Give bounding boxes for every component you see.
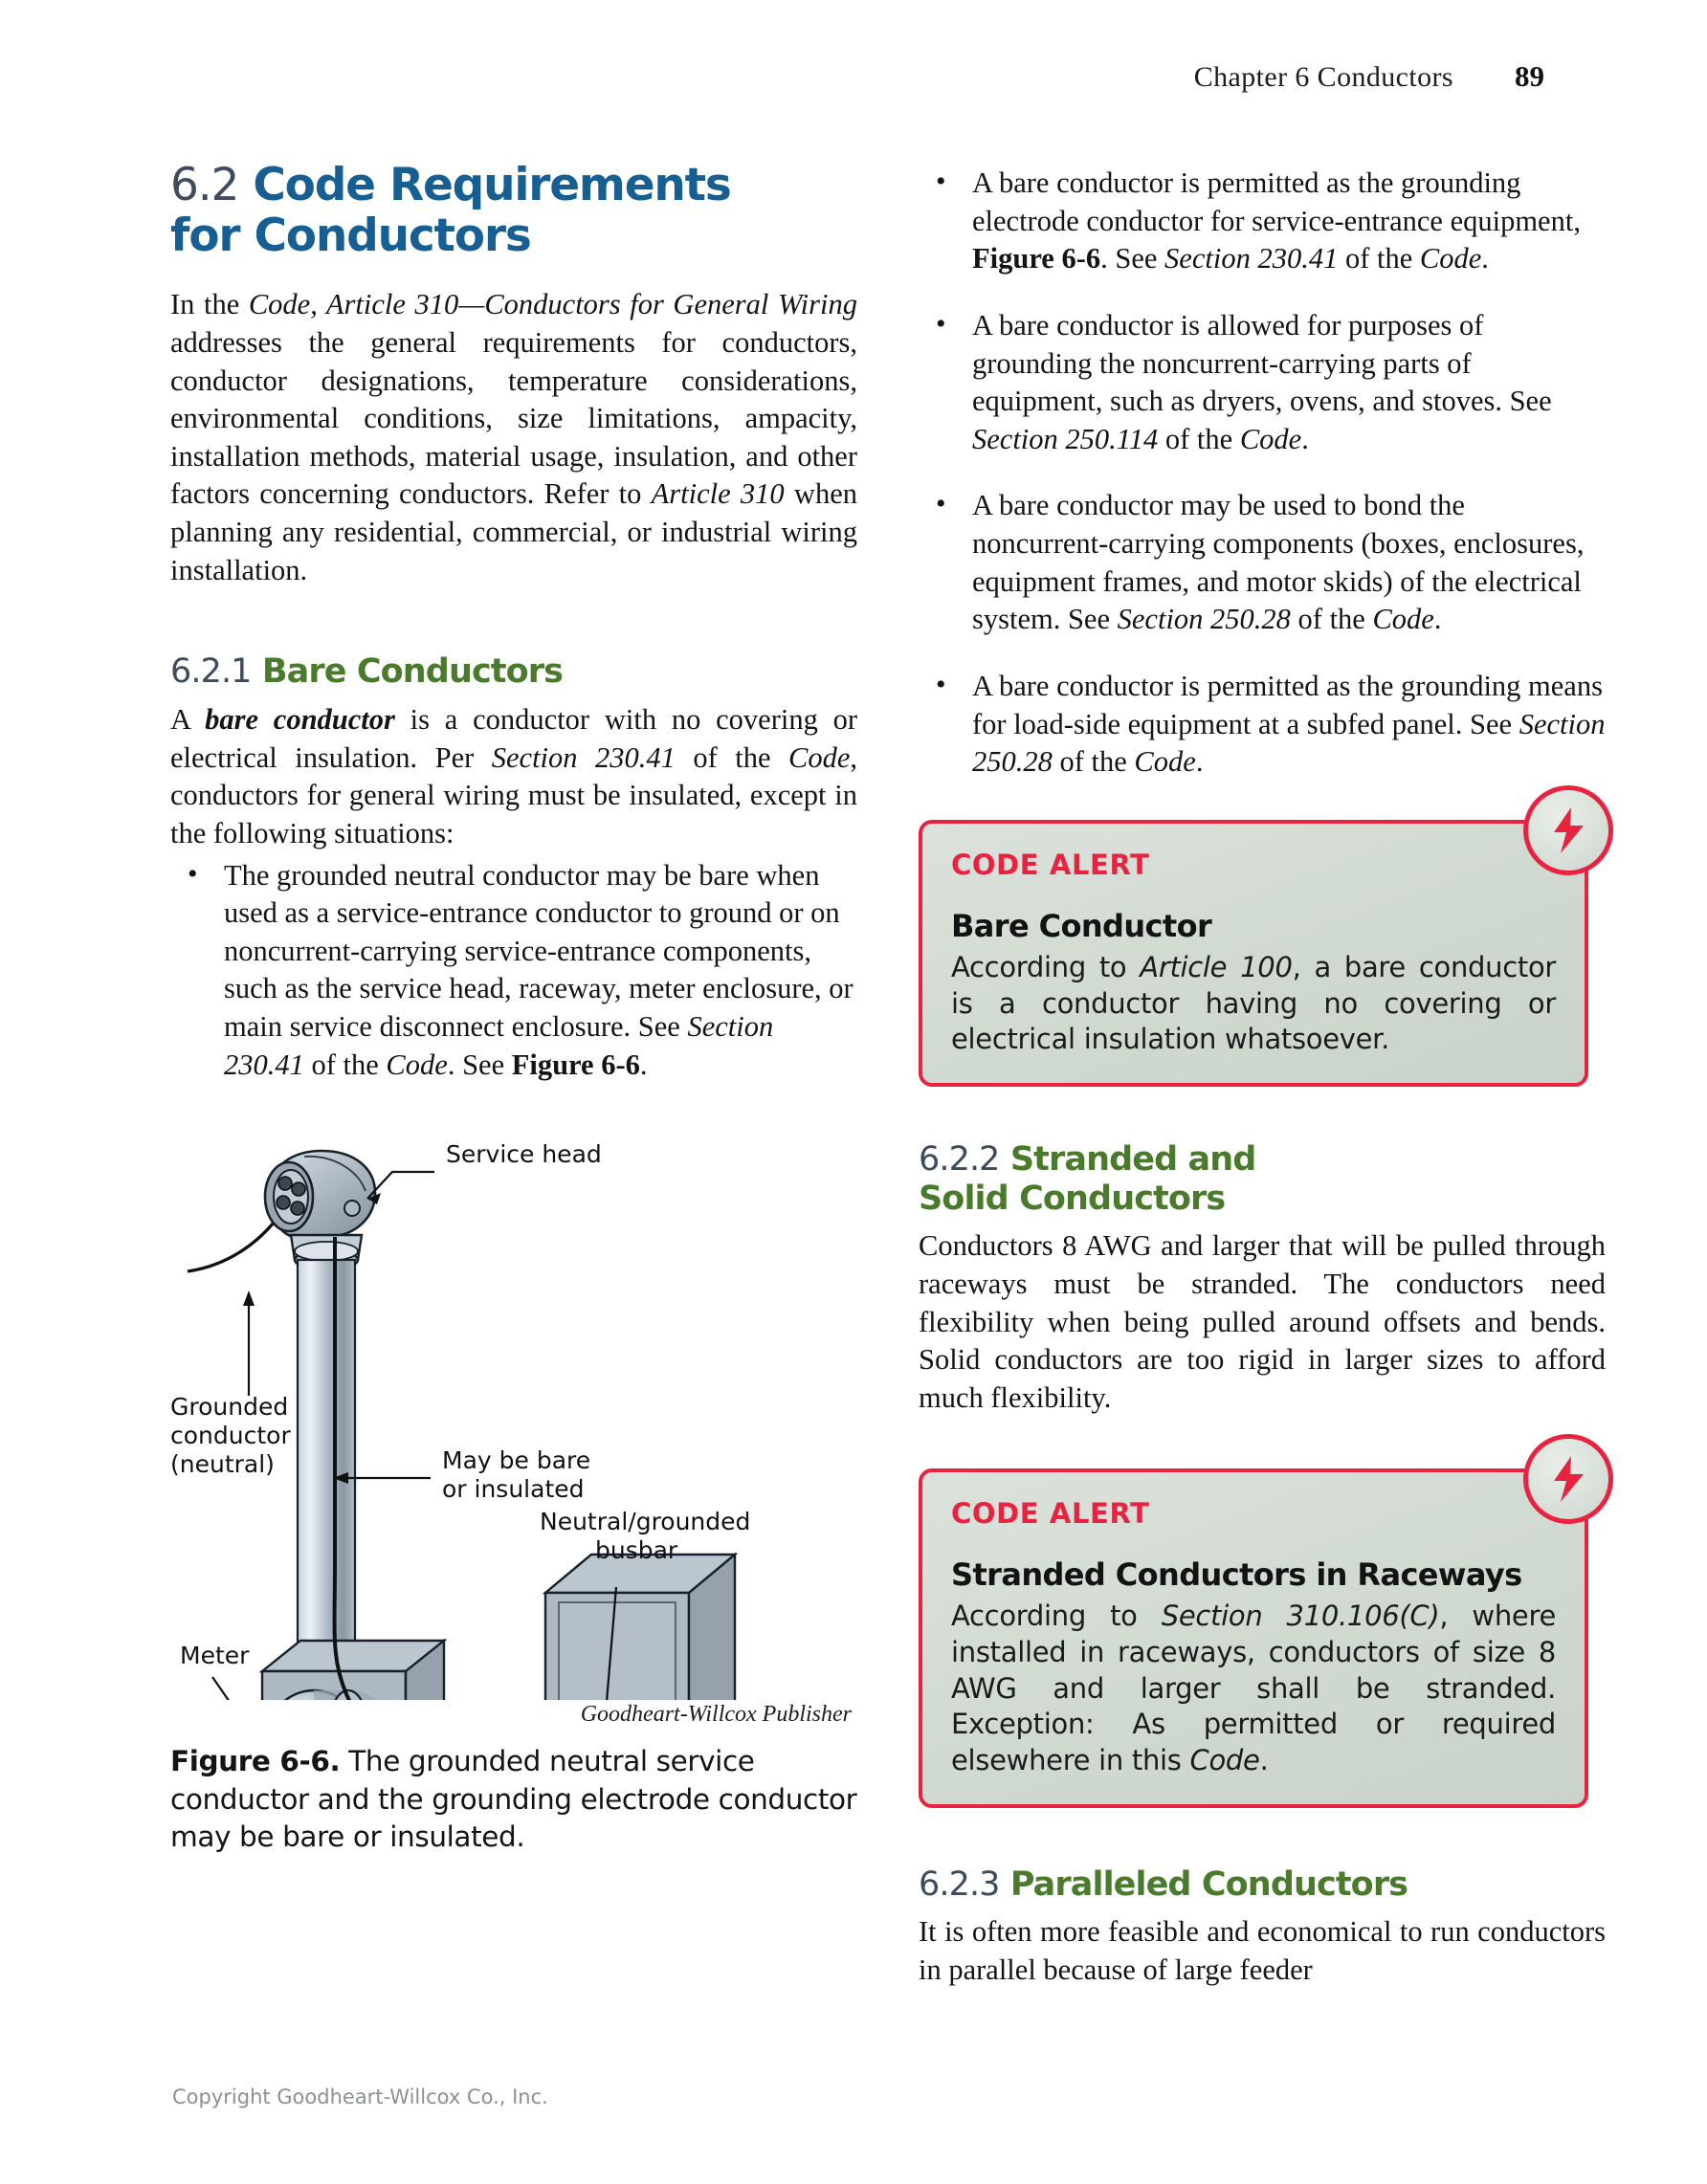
- section-title-line1: Code Requirements: [253, 159, 731, 211]
- list-item: [919, 668, 1606, 782]
- subsection-title-line1: Stranded and: [1009, 1140, 1256, 1180]
- bullet1-run-2: of the: [303, 1048, 387, 1081]
- running-head-chapter: Chapter 6 Conductors: [1193, 61, 1453, 93]
- rb3-italic-1: Section 250.28: [1117, 603, 1291, 636]
- label-may-be-bare-line1: May be bare: [442, 1446, 591, 1475]
- figure-6-6: [170, 1116, 857, 1857]
- a1-italic-1: Article 100: [1140, 950, 1293, 983]
- bullet1-italic-1: Section 230.41: [224, 1010, 774, 1081]
- spacer: [919, 1087, 1606, 1140]
- bare-conductor-permissions-list: [919, 165, 1606, 782]
- rb1-run-1: A bare conductor is permitted as the grounding electrode conductor for service-entrance equipment,: [972, 166, 1581, 237]
- rb2-italic-1: Section 250.114: [972, 422, 1159, 455]
- rb2-run-3: .: [1301, 422, 1309, 455]
- figure-caption: [170, 1743, 857, 1857]
- rb1-run-4: .: [1481, 242, 1489, 276]
- list-item: [170, 857, 857, 1085]
- bullet1-run-4: .: [639, 1048, 648, 1081]
- label-grounded-conductor-line3: (neutral): [170, 1450, 275, 1479]
- subsection-heading-6-2-1: [170, 652, 857, 692]
- p621-italic-2: Code: [787, 740, 851, 774]
- rb1-bold-1: Figure 6-6: [972, 242, 1101, 276]
- p621-run-3: of the: [675, 740, 788, 774]
- subsection-heading-6-2-3: [919, 1865, 1606, 1905]
- subsection-title-line2: Solid Conductors: [919, 1179, 1226, 1218]
- figure-caption-text: The grounded neutral service conductor and the grounding electrode conductor may be bare or insulated.: [170, 1745, 857, 1854]
- section-heading-6-2: [170, 161, 857, 261]
- bullet1-bold-1: Figure 6-6: [511, 1048, 640, 1081]
- rb2-run-1: A bare conductor is allowed for purposes of grounding the noncurrent-carrying parts of equipment, such as dryers, ovens, and stoves. See: [972, 308, 1552, 418]
- label-busbar-line2: busbar: [595, 1536, 678, 1565]
- alert-kicker: CODE ALERT: [951, 848, 1150, 881]
- copyright-notice: Copyright Goodheart-Willcox Co., Inc.: [172, 2085, 548, 2108]
- rb1-italic-1: Section 230.41: [1164, 242, 1339, 276]
- subsection-heading-6-2-2: [919, 1140, 1606, 1218]
- rb4-run-2: of the: [1052, 745, 1135, 779]
- a1-run-1: According to: [951, 950, 1141, 983]
- alert-box: [919, 1468, 1588, 1807]
- label-meter: Meter: [180, 1642, 250, 1670]
- rb2-italic-2: Code: [1239, 422, 1302, 455]
- p621-run-2: is a conductor with no covering or electrical insulation. Per: [170, 702, 858, 774]
- alert-title: Bare Conductor: [951, 907, 1212, 944]
- p621-run-1: A: [170, 702, 206, 736]
- subsection-number: 6.2.3: [919, 1864, 1000, 1904]
- a2-italic-2: Code: [1189, 1744, 1260, 1777]
- lightning-bolt-icon: [1523, 1434, 1613, 1524]
- right-column: [919, 161, 1606, 1990]
- a1-run-2: , a bare conductor is a conductor having no covering or electrical insulation whatsoever.: [951, 950, 1557, 1056]
- rb2-run-2: of the: [1158, 422, 1240, 455]
- paragraph-paralleled: It is often more feasible and economical to run conductors in parallel because of large feeder: [919, 1915, 1606, 1987]
- p621-run-4: , conductors for general wiring must be insulated, except in the following situations:: [170, 740, 857, 849]
- paragraph-stranded-solid: Conductors 8 AWG and larger that will be pulled through raceways must be stranded. The conductors need flexibility when being pulled around offsets and bends. Solid conductors are too rigid in larger sizes to afford much flexibility.: [919, 1229, 1606, 1414]
- a2-run-1: According to: [951, 1599, 1162, 1633]
- alert-title: Stranded Conductors in Raceways: [951, 1556, 1522, 1594]
- label-service-head: Service head: [446, 1140, 602, 1169]
- list-item: [919, 165, 1606, 278]
- subsection-title: Bare Conductors: [261, 652, 564, 692]
- list-item: [919, 307, 1606, 459]
- intro-italic-2: Article 310: [651, 477, 785, 511]
- rb4-italic-1: Section 250.28: [972, 707, 1606, 779]
- rb1-run-2: . See: [1100, 242, 1165, 276]
- section-number: 6.2: [170, 159, 239, 211]
- figure-artwork: [170, 1116, 857, 1700]
- intro-run-3: when planning any residential, commercial, or industrial wiring installation.: [170, 477, 857, 586]
- subsection-number: 6.2.2: [919, 1140, 1000, 1180]
- alert-body: [951, 1599, 1556, 1778]
- a2-run-2: , where installed in raceways, conductors of size 8 AWG and larger shall be stranded. Exception: As permitted or required elsewhere in this: [951, 1599, 1556, 1777]
- paragraph-bare-conductors: [170, 701, 857, 853]
- rb1-run-3: of the: [1338, 242, 1420, 276]
- running-head: [1194, 59, 1544, 94]
- label-grounded-conductor-line1: Grounded: [170, 1393, 289, 1422]
- list-item: [919, 487, 1606, 639]
- intro-run-2: addresses the general requirements for conductors, conductor designations, temperature considerations, environmental conditions, size limitations, ampacity, installation methods, material usage, insulation, and other factors concerning conductors. Refer to: [170, 325, 857, 511]
- lightning-bolt-icon: [1523, 785, 1613, 875]
- section-title-line2: for Conductors: [170, 209, 531, 262]
- left-column: [170, 161, 857, 1857]
- spacer: [170, 589, 857, 652]
- rb3-run-1: A bare conductor may be used to bond the noncurrent-carrying components (boxes, enclosures, equipment frames, and motor skids) of the electrical system. See: [972, 489, 1585, 636]
- rb4-run-3: .: [1195, 745, 1204, 779]
- intro-run-1: In the: [170, 288, 249, 321]
- intro-italic-1: Code, Article 310—Conductors for General Wiring: [248, 288, 857, 321]
- subsection-title: Paralleled Conductors: [1009, 1864, 1408, 1904]
- alert-kicker: CODE ALERT: [951, 1497, 1150, 1531]
- a2-run-3: .: [1259, 1744, 1269, 1777]
- code-alert-stranded-raceways: [919, 1468, 1606, 1807]
- alert-box: [919, 820, 1588, 1087]
- a2-italic-1: Section 310.106(C): [1161, 1599, 1440, 1633]
- rb3-run-3: .: [1433, 603, 1442, 636]
- alert-body: [951, 950, 1556, 1058]
- rb4-run-1: A bare conductor is permitted as the grounding means for load-side equipment at a subfed panel. See: [972, 670, 1603, 740]
- subsection-number: 6.2.1: [170, 652, 252, 692]
- p621-italic-1: Section 230.41: [491, 740, 676, 774]
- bullet1-run-1: The grounded neutral conductor may be bare when used as a service-entrance conductor to ground or on noncurrent-carrying service-entrance components, such as the service head, raceway, meter enclosure, or main service disconnect enclosure. See: [224, 858, 854, 1044]
- spacer: [919, 1808, 1606, 1865]
- rb3-run-2: of the: [1290, 603, 1373, 636]
- bullet1-run-3: . See: [447, 1048, 512, 1081]
- bare-conductor-bullet-list: [170, 857, 857, 1085]
- rb4-italic-2: Code: [1134, 745, 1196, 779]
- code-alert-bare-conductor: [919, 820, 1606, 1087]
- rb3-italic-2: Code: [1372, 603, 1434, 636]
- figure-caption-number: Figure 6-6.: [170, 1745, 341, 1778]
- intro-paragraph: [170, 286, 857, 589]
- bullet1-italic-2: Code: [386, 1048, 448, 1081]
- label-may-be-bare-line2: or insulated: [442, 1475, 585, 1504]
- page-number: 89: [1515, 59, 1544, 93]
- label-busbar-line1: Neutral/grounded: [540, 1508, 751, 1536]
- figure-credit: Goodheart-Willcox Publisher: [580, 1702, 852, 1728]
- rb1-italic-2: Code: [1419, 242, 1482, 276]
- p621-bold-italic-1: bare conductor: [205, 702, 395, 736]
- label-grounded-conductor-line2: conductor: [170, 1422, 291, 1450]
